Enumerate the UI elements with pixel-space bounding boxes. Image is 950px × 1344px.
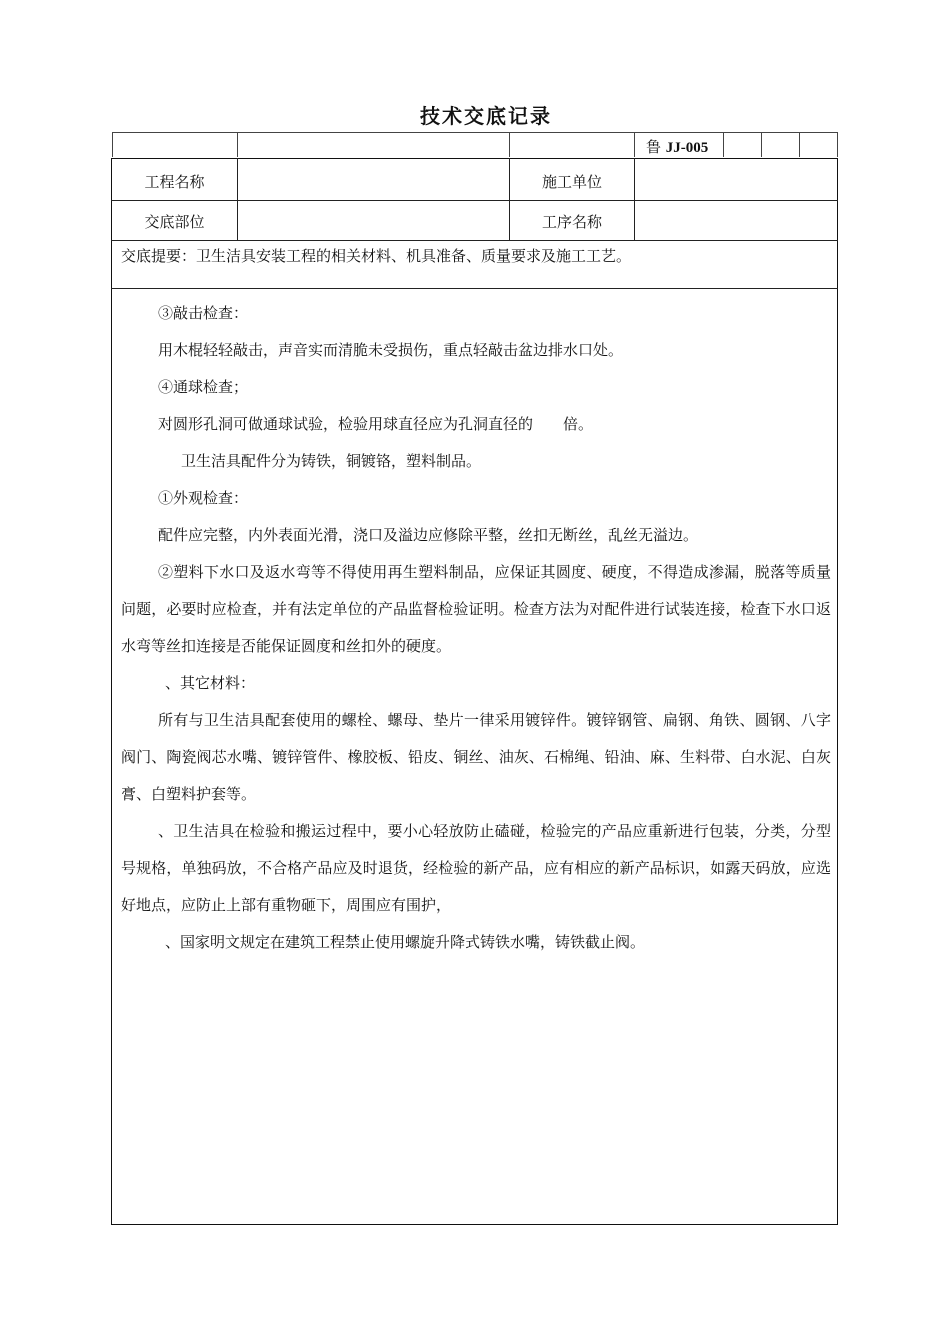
code-strip-cell: [112, 132, 238, 157]
content-paragraph: ①外观检查：: [158, 489, 249, 507]
row-divider: [111, 240, 838, 241]
content-paragraph: 、卫生洁具在检验和搬运过程中，要小心轻放防止磕碰，检验完的产品应重新进行包装，分类，分型号规格，单独码放，不合格产品应及时退货，经检验的新产品，应有相应的新产品标识，如露天码放，应选好地点，应防止上部有重物砸下，周围应有围护，: [121, 822, 831, 914]
content-paragraph: ③敲击检查：: [158, 304, 249, 322]
document-code-value: JJ-005: [665, 140, 709, 156]
content-paragraph: 卫生洁具配件分为铸铁，铜镀铬，塑料制品。: [181, 452, 482, 470]
document-code: [646, 136, 708, 157]
code-strip-cell: [761, 132, 800, 157]
code-strip-cell: [237, 132, 510, 157]
code-strip-cell: [799, 132, 838, 157]
construction-unit-label: 施工单位: [541, 173, 602, 191]
code-strip: [112, 132, 837, 157]
row-divider: [111, 200, 838, 201]
content-paragraph: ④通球检查；: [158, 378, 249, 396]
content-paragraph: 配件应完整，内外表面光滑，浇口及溢边应修除平整，丝扣无断丝，乱丝无溢边。: [158, 526, 699, 544]
disclosure-content: [121, 295, 831, 961]
content-paragraph: 、国家明文规定在建筑工程禁止使用螺旋升降式铸铁水嘴，铸铁截止阀。: [165, 933, 646, 951]
column-divider: [237, 158, 238, 240]
project-name-label: 工程名称: [144, 173, 205, 191]
document-code-prefix: 鲁: [646, 138, 666, 156]
document-title: 技术交底记录: [420, 104, 552, 128]
disclosure-part-label: 交底部位: [144, 213, 205, 231]
code-strip-cell: [509, 132, 635, 157]
content-paragraph: 用木棍轻轻敲击，声音实而清脆未受损伤，重点轻敲击盆边排水口处。: [158, 341, 624, 359]
disclosure-summary: 交底提要：卫生洁具安装工程的相关材料、机具准备、质量要求及施工工艺。: [121, 247, 632, 265]
content-paragraph: 、其它材料：: [165, 674, 256, 692]
content-paragraph: ②塑料下水口及返水弯等不得使用再生塑料制品，应保证其圆度、硬度，不得造成渗漏，脱落等质量问题，必要时应检查，并有法定单位的产品监督检验证明。检查方法为对配件进行试装连接，检查下水口返水弯等丝扣连接是否能保证圆度和丝扣外的硬度。: [121, 563, 831, 655]
row-divider: [111, 288, 838, 289]
process-name-label: 工序名称: [541, 213, 602, 231]
column-divider: [634, 158, 635, 240]
content-paragraph: 所有与卫生洁具配套使用的螺栓、螺母、垫片一律采用镀锌件。镀锌钢管、扁钢、角铁、圆钢、八字阀门、陶瓷阀芯水嘴、镀锌管件、橡胶板、铅皮、铜丝、油灰、石棉绳、铅油、麻、生料带、白水泥、白灰膏、白塑料护套等。: [121, 711, 831, 803]
code-strip-cell: [723, 132, 762, 157]
content-paragraph: 对圆形孔洞可做通球试验，检验用球直径应为孔洞直径的 倍。: [158, 415, 594, 433]
